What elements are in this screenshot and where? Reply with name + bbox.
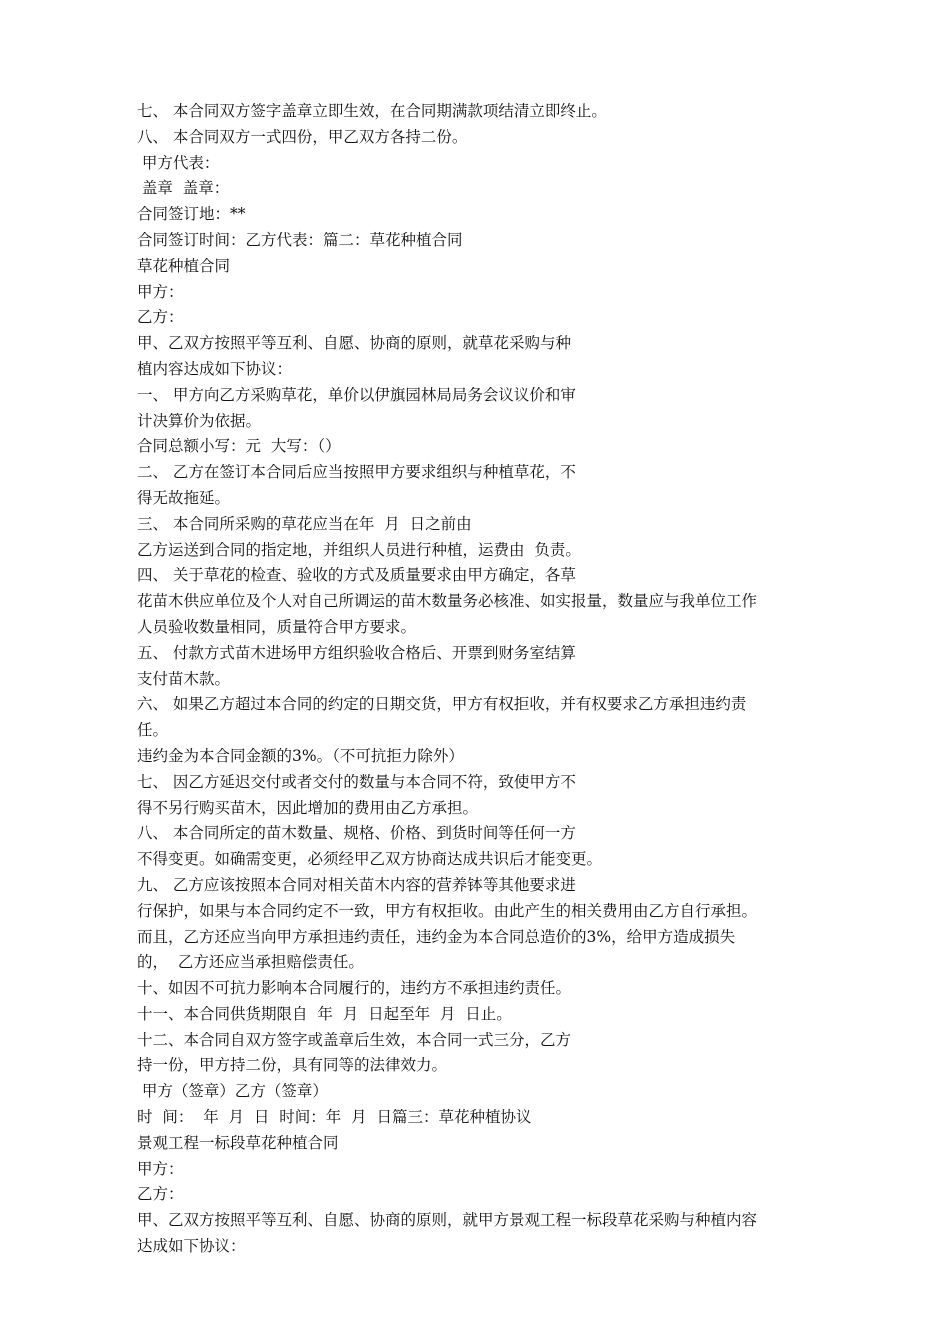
text-line: 合同签订地：** (137, 205, 246, 224)
date-line: 时 间： 年 月 日 时间：年 月 日篇三：草花种植协议 (137, 1108, 532, 1127)
text-line: 五、 付款方式苗木进场甲方组织验收合格后、开票到财务室结算 (137, 643, 576, 662)
text-line: 得无故拖延。 (137, 488, 231, 507)
text-line: 甲方代表： (137, 153, 220, 172)
text-line: 达成如下协议： (137, 1237, 246, 1256)
text-line: 八、 本合同所定的苗木数量、规格、价格、到货时间等任何一方 (137, 824, 576, 843)
party-b-label: 乙方： (137, 1185, 184, 1204)
text-line: 乙方运送到合同的指定地，并组织人员进行种植，运费由 负责。 (137, 540, 581, 559)
text-line: 七、 因乙方延迟交付或者交付的数量与本合同不符，致使甲方不 (137, 772, 576, 791)
text-line: 行保护，如果与本合同约定不一致，甲方有权拒收。由此产生的相关费用由乙方自行承担。 (137, 901, 758, 920)
text-line: 六、 如果乙方超过本合同的约定的日期交货，甲方有权拒收，并有权要求乙方承担违约责 (137, 695, 747, 714)
text-line: 甲、乙双方按照平等互利、自愿、协商的原则，就甲方景观工程一标段草花采购与种植内容 (137, 1211, 758, 1230)
party-a-label: 甲方： (137, 282, 184, 301)
text-line: 七、 本合同双方签字盖章立即生效，在合同期满款项结清立即终止。 (137, 102, 607, 120)
text-line: 而且，乙方还应当向甲方承担违约责任，违约金为本合同总造价的3%，给甲方造成损失 (137, 927, 736, 946)
text-line: 十、如因不可抗力影响本合同履行的，违约方不承担违约责任。 (137, 979, 572, 998)
section-title: 草花种植合同 (137, 256, 231, 275)
text-line: 十一、本合同供货期限自 年 月 日起至年 月 日止。 (137, 1004, 512, 1023)
text-line: 十二、本合同自双方签字或盖章后生效，本合同一式三分，乙方 (137, 1030, 572, 1049)
text-line: 甲、乙双方按照平等互利、自愿、协商的原则，就草花采购与种 (137, 334, 572, 353)
text-line: 计决算价为依据。 (137, 411, 262, 430)
text-line: 人员验收数量相同，质量符合甲方要求。 (137, 617, 417, 636)
text-line: 合同总额小写：元 大写：（） (137, 437, 341, 456)
party-b-label: 乙方： (137, 308, 184, 327)
text-line: 的， 乙方还应当承担赔偿责任。 (137, 953, 364, 972)
text-line: 八、 本合同双方一式四份，甲乙双方各持二份。 (137, 127, 468, 146)
text-line: 任。 (137, 721, 169, 740)
text-line: 二、 乙方在签订本合同后应当按照甲方要求组织与种植草花，不 (137, 463, 576, 482)
text-line: 合同签订时间：乙方代表：篇二：草花种植合同 (137, 230, 463, 249)
text-line: 盖章 盖章： (137, 179, 230, 198)
text-line: 四、 关于草花的检查、验收的方式及质量要求由甲方确定，各草 (137, 566, 576, 585)
text-line: 三、 本合同所采购的草花应当在年 月 日之前由 (137, 514, 472, 533)
text-line: 一、 甲方向乙方采购草花，单价以伊旗园林局局务会议议价和审 (137, 385, 576, 404)
text-line: 花苗木供应单位及个人对自己所调运的苗木数量务必核准、如实报量，数量应与我单位工作 (137, 592, 758, 611)
text-line: 植内容达成如下协议： (137, 359, 293, 378)
text-line: 不得变更。如确需变更，必须经甲乙双方协商达成共识后才能变更。 (137, 850, 603, 869)
contract-text-body (137, 99, 837, 1260)
text-line: 得不另行购买苗木，因此增加的费用由乙方承担。 (137, 798, 479, 817)
text-line: 九、 乙方应该按照本合同对相关苗木内容的营养钵等其他要求进 (137, 875, 576, 894)
text-line: 违约金为本合同金额的3%。（不可抗拒力除外） (137, 746, 464, 765)
section-title: 景观工程一标段草花种植合同 (137, 1133, 339, 1152)
party-a-label: 甲方： (137, 1159, 184, 1178)
text-line: 支付苗木款。 (137, 669, 231, 688)
signature-line: 甲方（签章）乙方（签章） (137, 1082, 328, 1101)
text-line: 持一份，甲方持二份，具有同等的法律效力。 (137, 1056, 448, 1075)
